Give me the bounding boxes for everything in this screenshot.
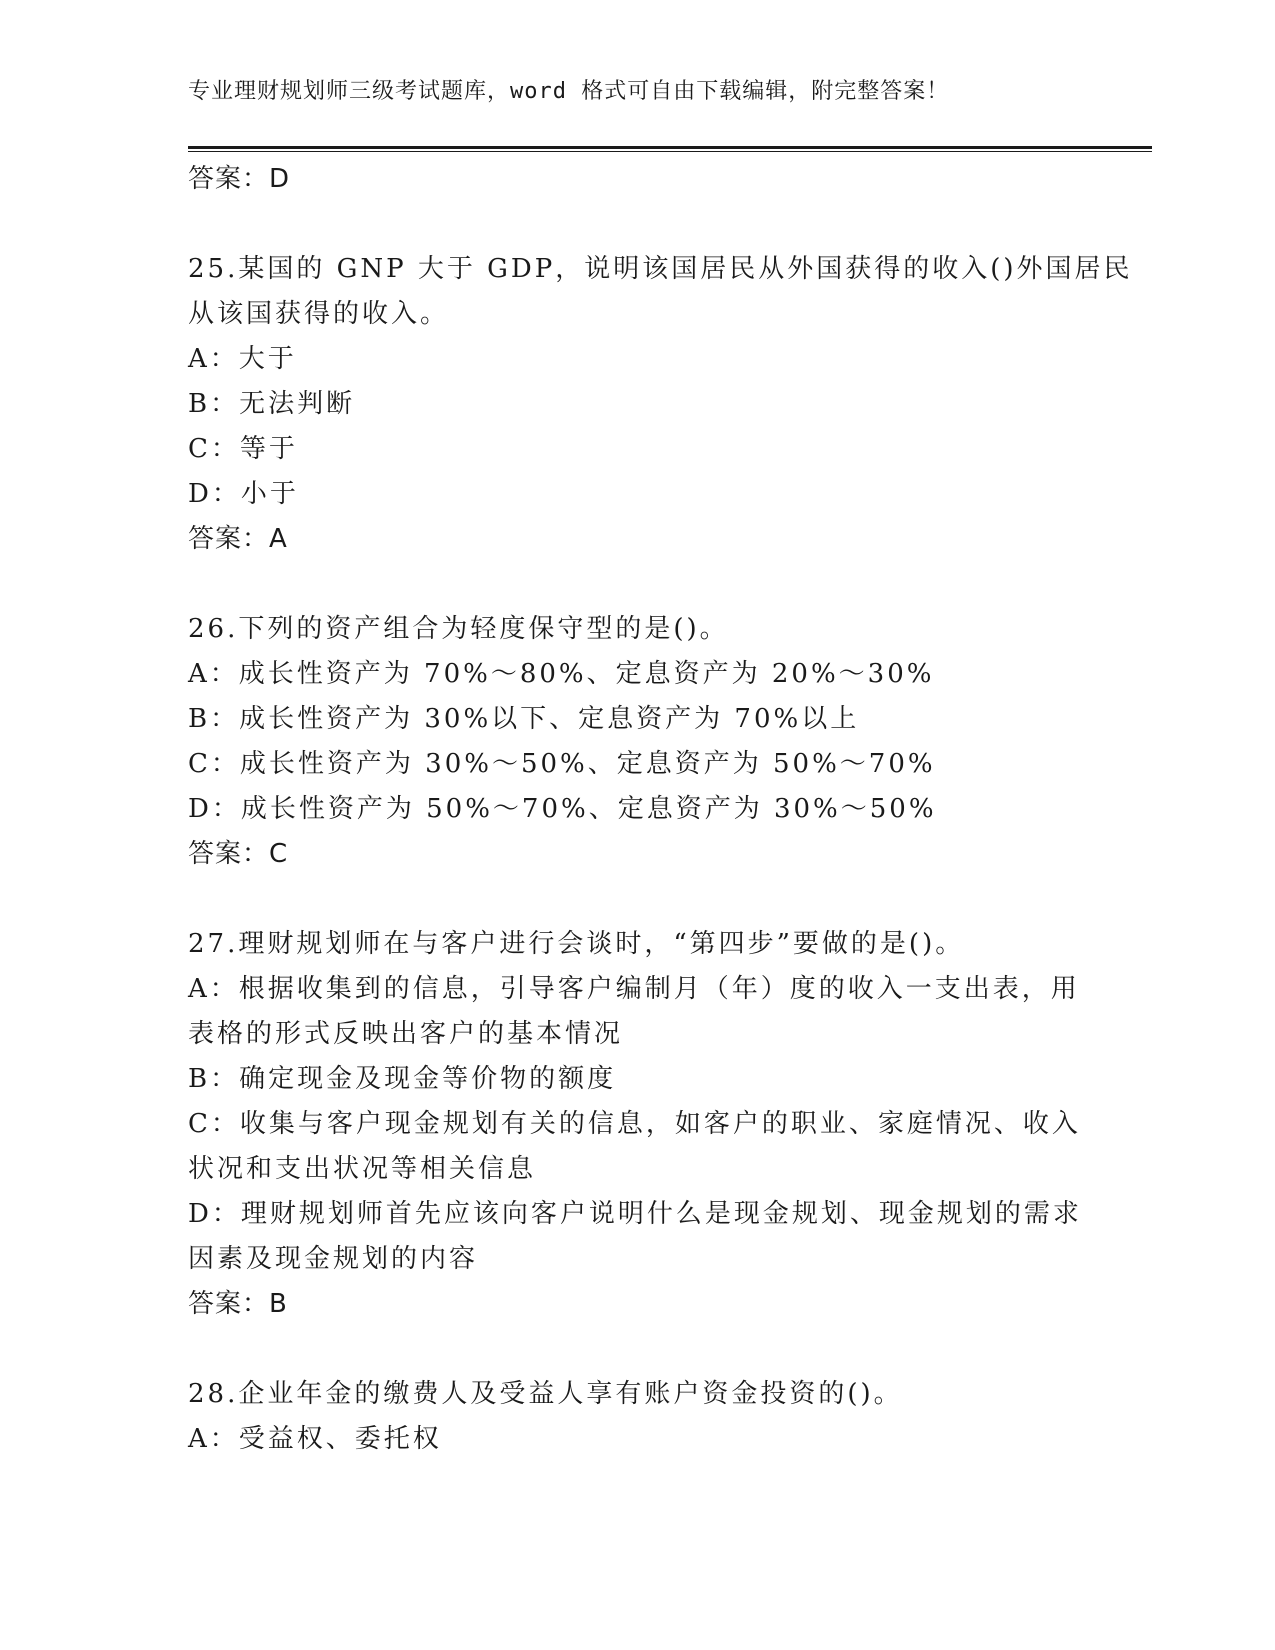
header-divider [188, 146, 1152, 152]
previous-answer: 答案：D [188, 164, 291, 194]
question-27-option-b: B：确定现金及现金等价物的额度 [188, 1064, 617, 1094]
document-header: 专业理财规划师三级考试题库，word 格式可自由下载编辑，附完整答案！ [188, 79, 950, 104]
question-28-stem: 28.企业年金的缴费人及受益人享有账户资金投资的()。 [188, 1379, 903, 1409]
question-25-option-b: B：无法判断 [188, 389, 356, 419]
question-27-answer: 答案：B [188, 1289, 288, 1319]
question-27-option-d: D：理财规划师首先应该向客户说明什么是现金规划、现金规划的需求 [188, 1199, 1082, 1229]
question-26-option-b: B：成长性资产为 30%以下、定息资产为 70%以上 [188, 704, 860, 734]
question-25-option-c: C：等于 [188, 434, 298, 464]
question-27-option-c: C：收集与客户现金规划有关的信息，如客户的职业、家庭情况、收入 [188, 1109, 1081, 1139]
question-25-option-d: D：小于 [188, 479, 299, 509]
question-27-stem: 27.理财规划师在与客户进行会谈时，“第四步”要做的是()。 [188, 929, 965, 959]
document-body [188, 157, 1133, 1462]
question-27-option-a-cont: 表格的形式反映出客户的基本情况 [188, 1019, 624, 1049]
question-25-stem-cont: 从该国获得的收入。 [188, 299, 450, 329]
question-25-option-a: A：大于 [188, 344, 297, 374]
question-27-option-c-cont: 状况和支出状况等相关信息 [188, 1154, 537, 1184]
spacer [188, 562, 1108, 607]
spacer [188, 202, 1108, 247]
question-25-stem: 25.某国的 GNP 大于 GDP，说明该国居民从外国获得的收入()外国居民 [188, 254, 1133, 284]
question-26-option-c: C：成长性资产为 30%～50%、定息资产为 50%～70% [188, 749, 936, 779]
question-28-option-a: A：受益权、委托权 [188, 1424, 442, 1454]
question-26-option-d: D：成长性资产为 50%～70%、定息资产为 30%～50% [188, 794, 937, 824]
question-26-answer: 答案：C [188, 839, 289, 869]
spacer [188, 1327, 1108, 1372]
question-25-answer: 答案：A [188, 524, 288, 554]
question-26-option-a: A：成长性资产为 70%～80%、定息资产为 20%～30% [188, 659, 935, 689]
spacer [188, 877, 1108, 922]
question-27-option-a: A：根据收集到的信息，引导客户编制月（年）度的收入一支出表，用 [188, 974, 1080, 1004]
question-27-option-d-cont: 因素及现金规划的内容 [188, 1244, 479, 1274]
question-26-stem: 26.下列的资产组合为轻度保守型的是()。 [188, 614, 729, 644]
